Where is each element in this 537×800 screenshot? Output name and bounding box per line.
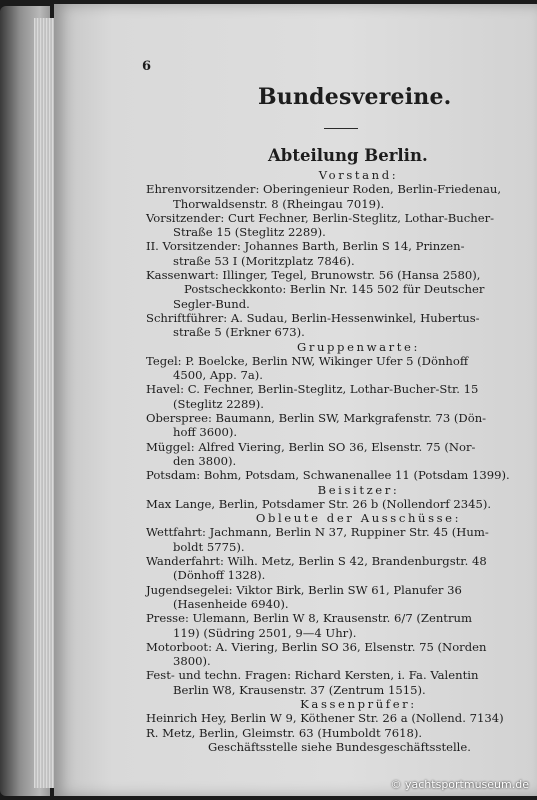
text-line: Geschäftsstelle siehe Bundesgeschäftsstelle. <box>208 739 471 754</box>
book-page <box>54 4 537 796</box>
text-line: (Hasenheide 6940). <box>173 596 289 611</box>
text-line: Wanderfahrt: Wilh. Metz, Berlin S 42, Brandenburgstr. 48 <box>146 554 487 569</box>
text-line: Ehrenvorsitzender: Oberingenieur Roden, Berlin-Friedenau, <box>146 182 502 197</box>
subsection-heading: Vorstand: <box>318 168 399 182</box>
text-line: Presse: Ulemann, Berlin W 8, Krausenstr. 6/7 (Zentrum <box>146 611 472 626</box>
text-line: II. Vorsitzender: Johannes Barth, Berlin S 14, Prinzen- <box>146 239 465 254</box>
subsection-heading: Gruppenwarte: <box>296 339 421 354</box>
text-line: Berlin W8, Krausenstr. 37 (Zentrum 1515). <box>173 682 426 697</box>
text-line: den 3800). <box>173 453 237 468</box>
text-line: Schriftführer: A. Sudau, Berlin-Hessenwinkel, Hubertus- <box>146 310 480 325</box>
text-line: Vorsitzender: Curt Fechner, Berlin-Steglitz, Lothar-Bucher- <box>146 210 495 225</box>
text-line: (Dönhoff 1328). <box>173 568 266 583</box>
page-title: Bundesvereine. <box>258 84 452 110</box>
text-line: Wettfahrt: Jachmann, Berlin N 37, Ruppiner Str. 45 (Hum- <box>146 525 489 540</box>
text-line: R. Metz, Berlin, Gleimstr. 63 (Humboldt 7618). <box>146 725 423 740</box>
text-line: hoff 3600). <box>173 425 238 440</box>
text-line: Tegel: P. Boelcke, Berlin NW, Wikinger Ufer 5 (Dönhoff <box>146 353 469 368</box>
text-line: straße 53 I (Moritzplatz 7846). <box>173 253 355 268</box>
text-line: Max Lange, Berlin, Potsdamer Str. 26 b (Nollendorf 2345). <box>146 496 492 511</box>
text-line: Fest- und techn. Fragen: Richard Kersten, i. Fa. Valentin <box>146 668 479 683</box>
text-line: boldt 5775). <box>173 539 245 554</box>
text-line: Havel: C. Fechner, Berlin-Steglitz, Lothar-Bucher-Str. 15 <box>146 382 479 397</box>
copyright-watermark: © yachtsportmuseum.de <box>390 778 529 791</box>
subsection-heading: Beisitzer: <box>317 482 400 497</box>
subsection-heading: Obleute der Ausschüsse: <box>255 511 462 526</box>
text-line: Jugendsegelei: Viktor Birk, Berlin SW 61, Planufer 36 <box>146 582 462 597</box>
page-stack-edge <box>34 18 56 788</box>
text-line: Postscheckkonto: Berlin Nr. 145 502 für Deutscher <box>184 282 485 297</box>
text-line: (Steglitz 2289). <box>173 396 264 411</box>
text-line: Segler-Bund. <box>173 296 250 311</box>
section-heading: Abteilung Berlin. <box>268 146 428 165</box>
text-line: 4500, App. 7a). <box>173 368 263 383</box>
text-line: Oberspree: Baumann, Berlin SW, Markgrafenstr. 73 (Dön- <box>146 411 487 426</box>
text-line: 119) (Südring 2501, 9—4 Uhr). <box>173 625 357 640</box>
text-line: Heinrich Hey, Berlin W 9, Köthener Str. 26 a (Nollend. 7134) <box>146 711 504 726</box>
directory-text <box>146 168 537 754</box>
text-line: Thorwaldsenstr. 8 (Rheingau 7019). <box>173 196 385 211</box>
text-line: Kassenwart: Illinger, Tegel, Brunowstr. 56 (Hansa 2580), <box>146 268 481 283</box>
text-line: Straße 15 (Steglitz 2289). <box>173 225 326 240</box>
subsection-heading: Kassenprüfer: <box>300 696 417 711</box>
title-divider <box>324 128 358 129</box>
text-line: Müggel: Alfred Viering, Berlin SO 36, Elsenstr. 75 (Nor- <box>146 439 476 454</box>
text-line: Potsdam: Bohm, Potsdam, Schwanenallee 11 (Potsdam 1399). <box>146 468 510 483</box>
page-number: 6 <box>142 59 152 74</box>
text-line: Motorboot: A. Viering, Berlin SO 36, Elsenstr. 75 (Norden <box>146 639 487 654</box>
text-line: 3800). <box>173 654 211 669</box>
text-line: straße 5 (Erkner 673). <box>173 325 305 340</box>
